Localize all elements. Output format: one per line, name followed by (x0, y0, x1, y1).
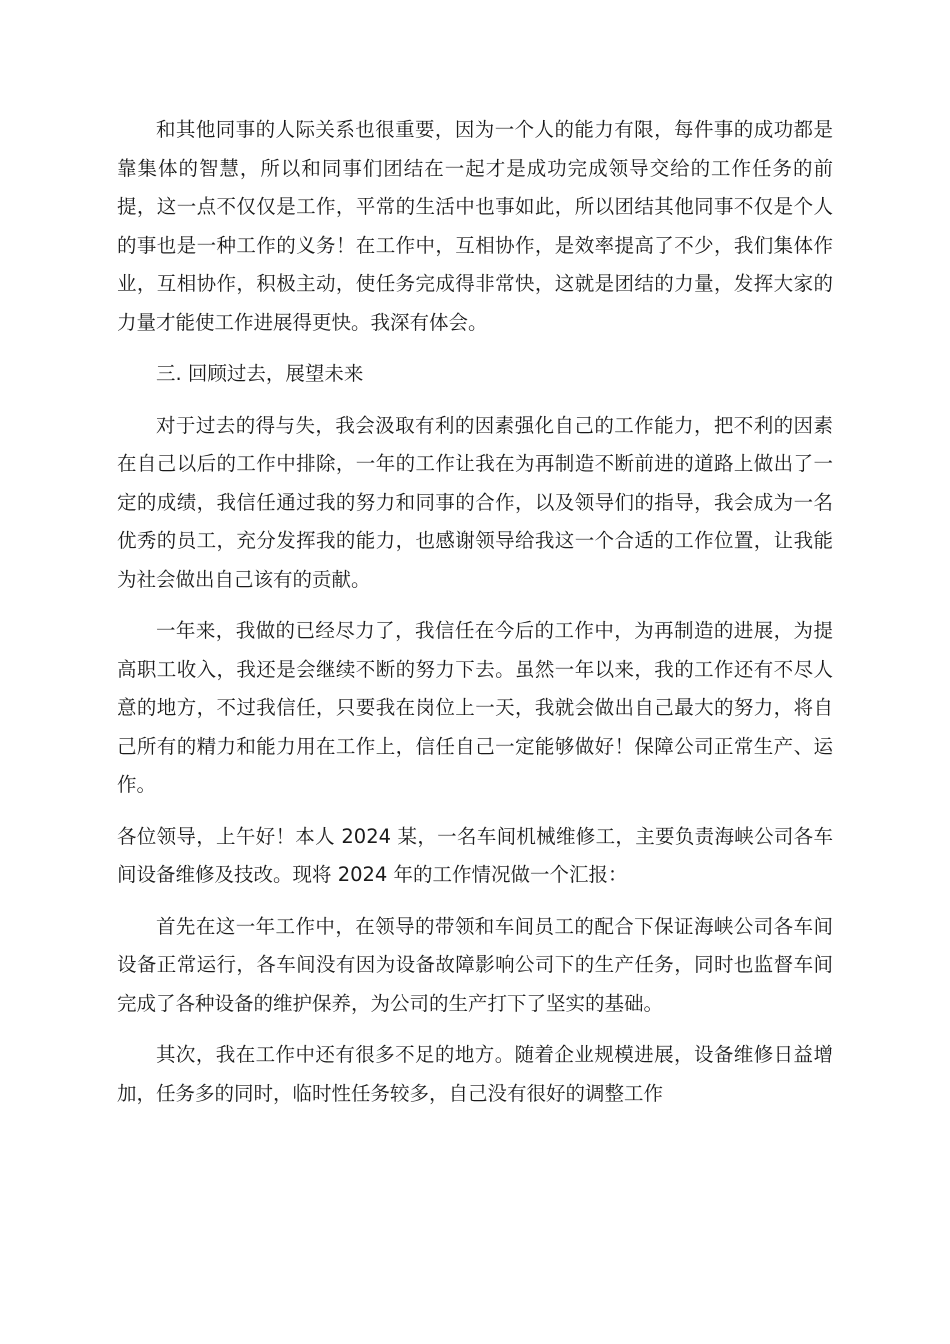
paragraph-year-effort: 一年来，我做的已经尽力了，我信任在今后的工作中，为再制造的进展，为提高职工收入，我还是会继续不断的努力下去。虽然一年以来，我的工作还有不尽人意的地方，不过我信任，只要我在岗位上一天，我就会做出自己最大的努力，将自己所有的精力和能力用在工作上，信任自己一定能够做好！保障公司正常生产、运作。 (117, 619, 833, 796)
paragraph-first-achievements: 首先在这一年工作中，在领导的带领和车间员工的配合下保证海峡公司各车间设备正常运行，各车间没有因为设备故障影响公司下的生产任务，同时也监督车间完成了各种设备的维护保养，为公司的生产打下了坚实的基础。 (117, 914, 833, 1015)
document-body (117, 111, 833, 1126)
paragraph-gains-losses: 对于过去的得与失，我会汲取有利的因素强化自己的工作能力，把不利的因素在自己以后的工作中排除，一年的工作让我在为再制造不断前进的道路上做出了一定的成绩，我信任通过我的努力和同事的合作，以及领导们的指导，我会成为一名优秀的员工，充分发挥我的能力，也感谢领导给我这一个合适的工作位置，让我能为社会做出自己该有的贡献。 (117, 413, 833, 591)
paragraph-colleague-relations: 和其他同事的人际关系也很重要，因为一个人的能力有限，每件事的成功都是靠集体的智慧，所以和同事们团结在一起才是成功完成领导交给的工作任务的前提，这一点不仅仅是工作，平常的生活中也事如此，所以团结其他同事不仅是个人的事也是一种工作的义务！在工作中，互相协作，是效率提高了不少，我们集体作业，互相协作，积极主动，使任务完成得非常快，这就是团结的力量，发挥大家的力量才能使工作进展得更快。我深有体会。 (117, 118, 833, 334)
paragraph-shortcomings: 其次，我在工作中还有很多不足的地方。随着企业规模进展，设备维修日益增加，任务多的同时，临时性任务较多，自己没有很好的调整工作 (117, 1043, 833, 1105)
paragraph-greeting-report: 各位领导，上午好！本人 2024 某，一名车间机械维修工，主要负责海峡公司各车间设备维修及技改。现将 2024 年的工作情况做一个汇报： (117, 824, 833, 886)
section-heading-review-outlook: 三. 回顾过去，展望未来 (156, 362, 364, 385)
